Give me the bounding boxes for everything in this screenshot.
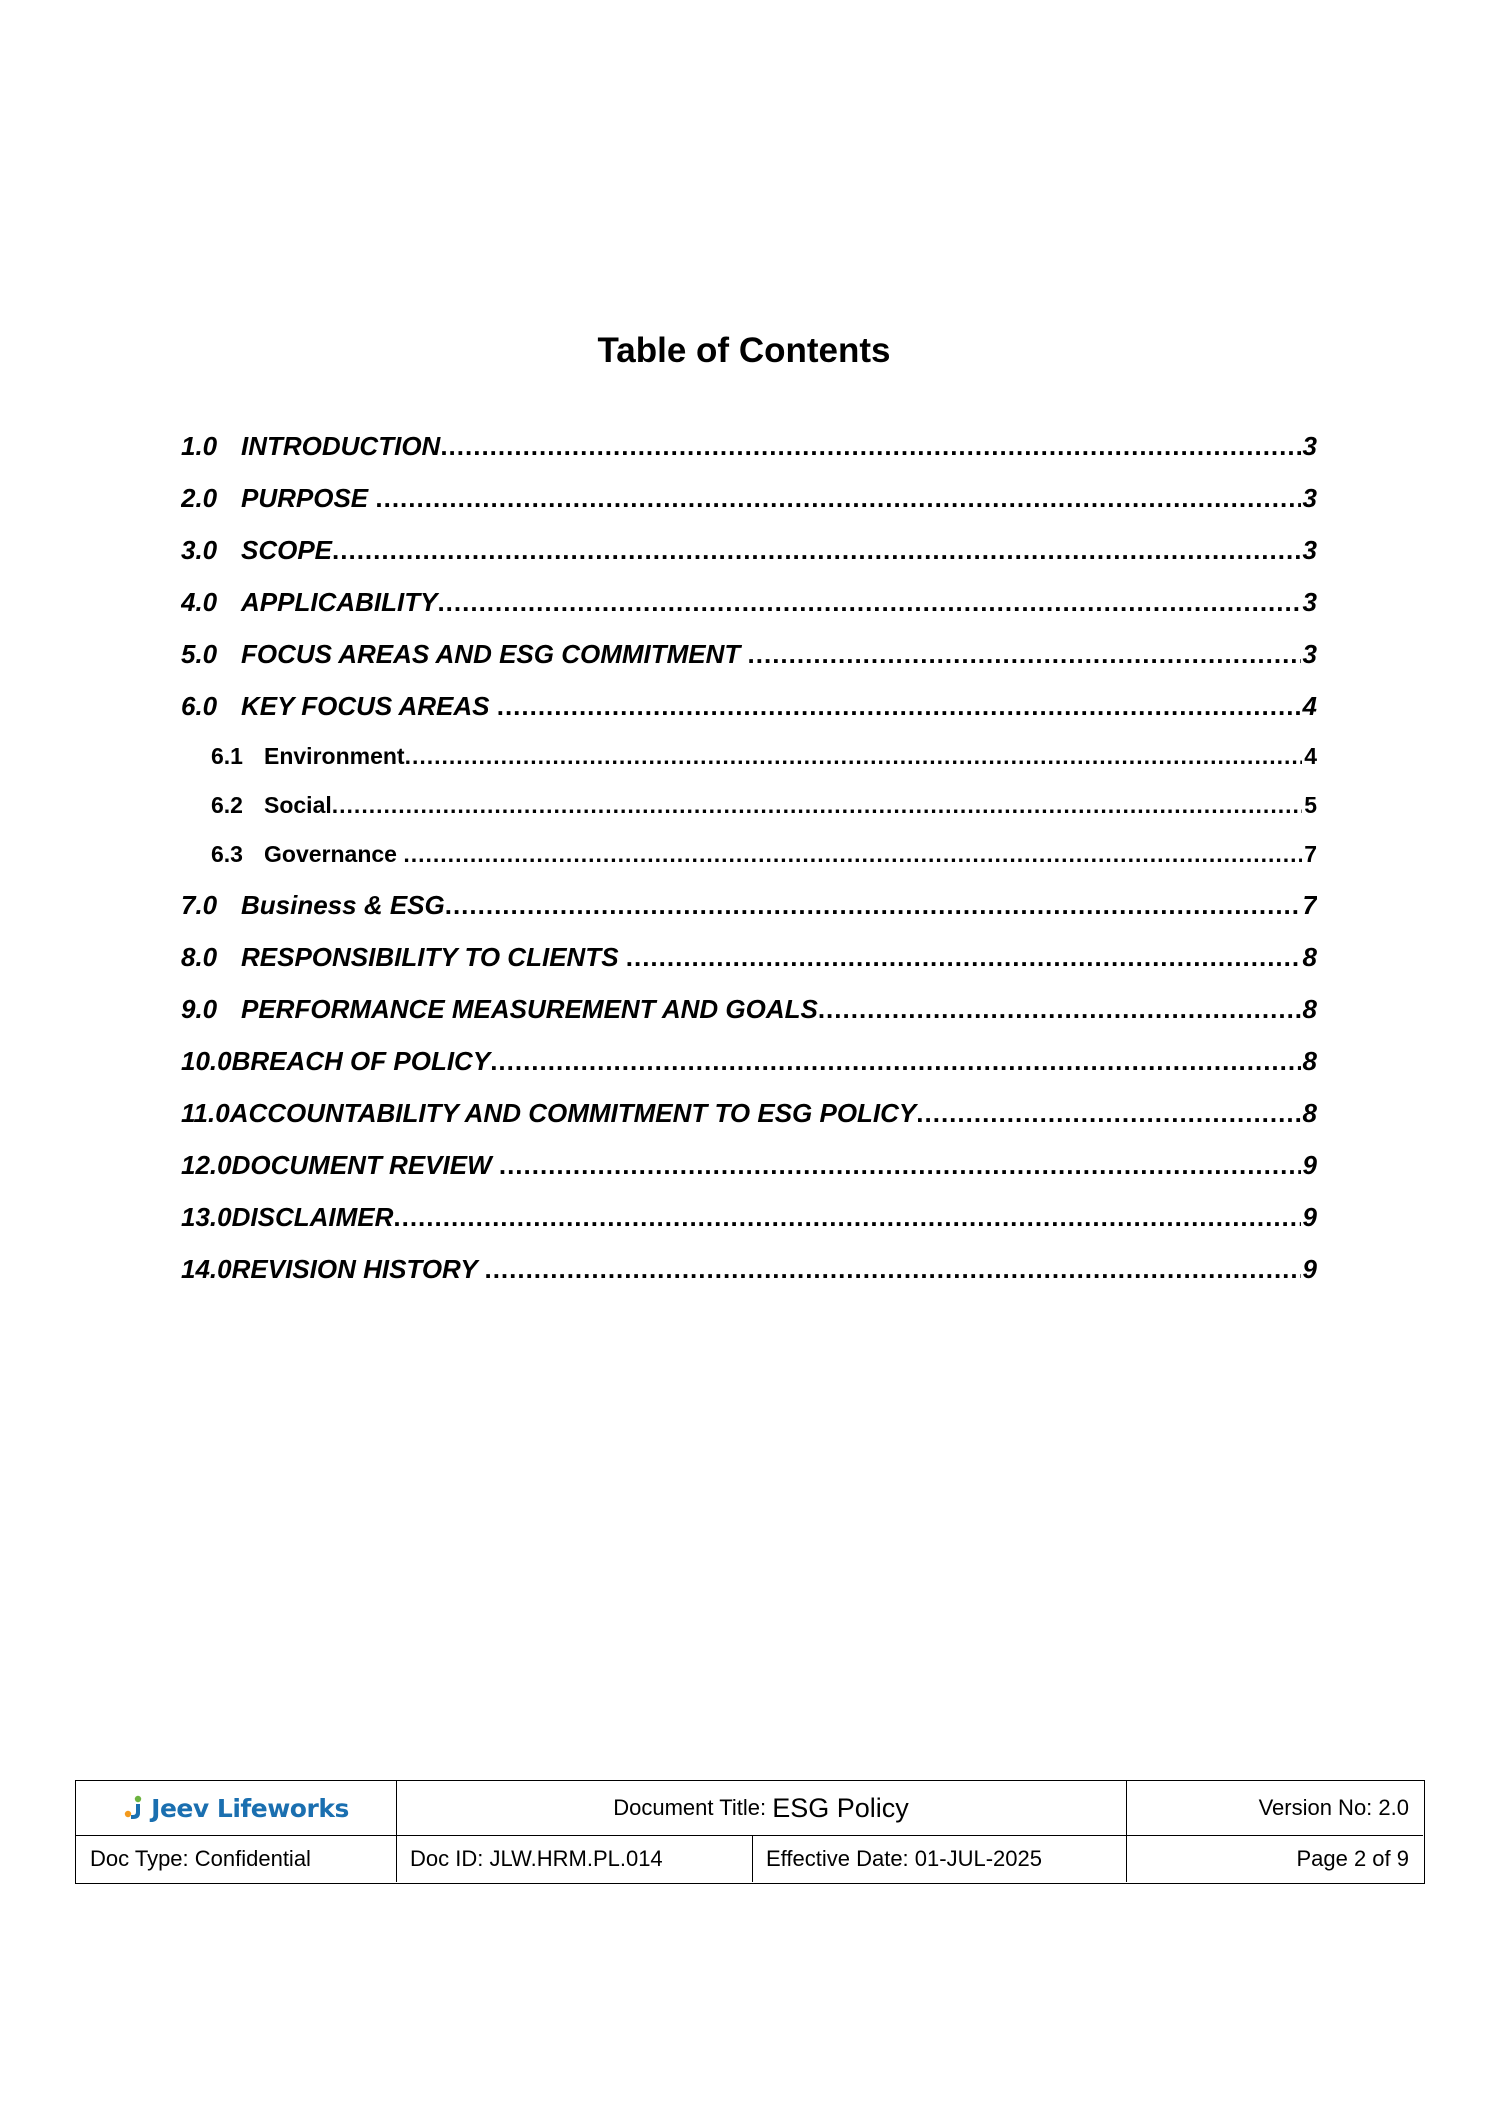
toc-entry-label: REVISION HISTORY <box>231 1254 485 1284</box>
toc-dot-leader <box>490 1035 1300 1087</box>
toc-entry-number: 11.0 <box>181 1098 230 1128</box>
toc-entry[interactable] <box>181 879 1317 931</box>
toc-entry-label: DOCUMENT REVIEW <box>231 1150 499 1180</box>
toc-entry[interactable] <box>181 628 1317 680</box>
toc-entry-number: 1.0 <box>181 431 218 461</box>
toc-entry-number: 6.2 <box>211 792 243 818</box>
doc-title-label: Document Title: <box>613 1795 773 1820</box>
toc-entry-page: 3 <box>1302 535 1317 565</box>
toc-entry-number: 6.0 <box>181 691 218 721</box>
toc-entry-label: Governance <box>264 841 404 867</box>
toc-dot-leader <box>626 931 1301 983</box>
toc-entry-page: 8 <box>1302 1046 1317 1076</box>
toc-entry[interactable] <box>181 1139 1317 1191</box>
footer-doc-type-cell <box>76 1835 396 1882</box>
toc-entry-label: KEY FOCUS AREAS <box>241 691 497 721</box>
toc-dot-leader <box>440 420 1300 472</box>
toc-entry[interactable] <box>181 983 1317 1035</box>
toc-entry[interactable] <box>181 420 1317 472</box>
toc-entry-number: 9.0 <box>181 994 218 1024</box>
toc-entry[interactable] <box>181 1243 1317 1295</box>
toc-dot-leader <box>403 830 1302 879</box>
toc-dot-leader <box>332 781 1302 830</box>
toc-entry[interactable] <box>181 1191 1317 1243</box>
toc-entry-number: 7.0 <box>181 890 218 920</box>
toc-dot-leader <box>437 576 1300 628</box>
toc-entry-label: APPLICABILITY <box>241 587 438 617</box>
toc-entry-label: BREACH OF POLICY <box>231 1046 491 1076</box>
toc-dot-leader <box>499 1139 1301 1191</box>
doc-type: Doc Type: Confidential <box>90 1845 311 1871</box>
footer-doc-title-cell <box>396 1781 1126 1835</box>
toc-entry-page: 9 <box>1302 1202 1317 1232</box>
toc-entry-page: 3 <box>1302 587 1317 617</box>
toc-dot-leader <box>916 1087 1300 1139</box>
toc-entry-label: PURPOSE <box>241 483 376 513</box>
toc-entry[interactable] <box>181 931 1317 983</box>
jeev-lifeworks-logo <box>123 1794 349 1823</box>
footer-doc-id-cell <box>396 1835 752 1882</box>
page-title: Table of Contents <box>597 331 891 370</box>
effective-date: Effective Date: 01-JUL-2025 <box>766 1845 1042 1871</box>
toc-entry-number: 8.0 <box>181 942 218 972</box>
toc-entry-number: 14.0 <box>181 1254 232 1284</box>
toc-entry-page: 9 <box>1302 1254 1317 1284</box>
toc-entry[interactable] <box>181 576 1317 628</box>
toc-dot-leader <box>375 472 1300 524</box>
toc-dot-leader <box>497 680 1301 732</box>
toc-entry-number: 12.0 <box>181 1150 232 1180</box>
toc-dot-leader <box>405 732 1303 781</box>
toc-entry[interactable] <box>181 830 1317 879</box>
footer-version-cell <box>1126 1781 1423 1835</box>
toc-entry[interactable] <box>181 1035 1317 1087</box>
doc-title-value: ESG Policy <box>772 1792 909 1823</box>
toc-dot-leader <box>445 879 1301 931</box>
toc-entry[interactable] <box>181 781 1317 830</box>
toc-entry-number: 10.0 <box>181 1046 232 1076</box>
toc-entry-page: 8 <box>1302 1098 1317 1128</box>
toc-entry-page: 4 <box>1304 743 1317 769</box>
toc-entry-page: 3 <box>1302 431 1317 461</box>
toc-entry-page: 8 <box>1302 942 1317 972</box>
toc-entry-page: 3 <box>1302 639 1317 669</box>
table-of-contents <box>181 420 1317 1295</box>
toc-dot-leader <box>332 524 1301 576</box>
toc-entry-label: ACCOUNTABILITY AND COMMITMENT TO ESG POLICY <box>229 1098 917 1128</box>
logo-text: Jeev Lifeworks <box>151 1793 349 1823</box>
toc-entry[interactable] <box>181 472 1317 524</box>
toc-entry-label: Social <box>264 792 332 818</box>
toc-entry-label: PERFORMANCE MEASUREMENT AND GOALS <box>241 994 818 1024</box>
toc-entry-page: 5 <box>1304 792 1317 818</box>
toc-entry[interactable] <box>181 680 1317 732</box>
toc-entry-label: FOCUS AREAS AND ESG COMMITMENT <box>241 639 748 669</box>
toc-entry-number: 6.1 <box>211 743 243 769</box>
page-number: Page 2 of 9 <box>1296 1845 1409 1871</box>
toc-dot-leader <box>748 628 1301 680</box>
version-number: Version No: 2.0 <box>1258 1795 1409 1820</box>
toc-entry-page: 8 <box>1302 994 1317 1024</box>
toc-entry-page: 4 <box>1302 691 1317 721</box>
doc-id: Doc ID: JLW.HRM.PL.014 <box>410 1845 663 1871</box>
toc-entry[interactable] <box>181 524 1317 576</box>
toc-entry-number: 5.0 <box>181 639 218 669</box>
toc-dot-leader <box>393 1191 1300 1243</box>
toc-entry-number: 4.0 <box>181 587 218 617</box>
toc-entry-label: RESPONSIBILITY TO CLIENTS <box>241 942 626 972</box>
toc-entry-number: 13.0 <box>181 1202 232 1232</box>
toc-entry-label: DISCLAIMER <box>231 1202 394 1232</box>
toc-entry-page: 7 <box>1302 890 1317 920</box>
toc-entry[interactable] <box>181 732 1317 781</box>
toc-entry-page: 3 <box>1302 483 1317 513</box>
document-footer-table <box>75 1780 1425 1884</box>
footer-logo-cell <box>76 1781 396 1835</box>
toc-dot-leader <box>818 983 1301 1035</box>
toc-entry-page: 7 <box>1304 841 1317 867</box>
toc-entry-label: Environment <box>264 743 405 769</box>
toc-entry-number: 6.3 <box>211 841 243 867</box>
toc-entry-number: 2.0 <box>181 483 218 513</box>
toc-entry[interactable] <box>181 1087 1317 1139</box>
toc-dot-leader <box>484 1243 1300 1295</box>
logo-icon <box>123 1795 145 1821</box>
toc-entry-label: Business & ESG <box>241 890 445 920</box>
toc-entry-label: INTRODUCTION <box>241 431 441 461</box>
toc-entry-page: 9 <box>1302 1150 1317 1180</box>
footer-page-cell <box>1126 1835 1423 1882</box>
toc-entry-label: SCOPE <box>241 535 333 565</box>
footer-effective-date-cell <box>752 1835 1126 1882</box>
toc-entry-number: 3.0 <box>181 535 218 565</box>
